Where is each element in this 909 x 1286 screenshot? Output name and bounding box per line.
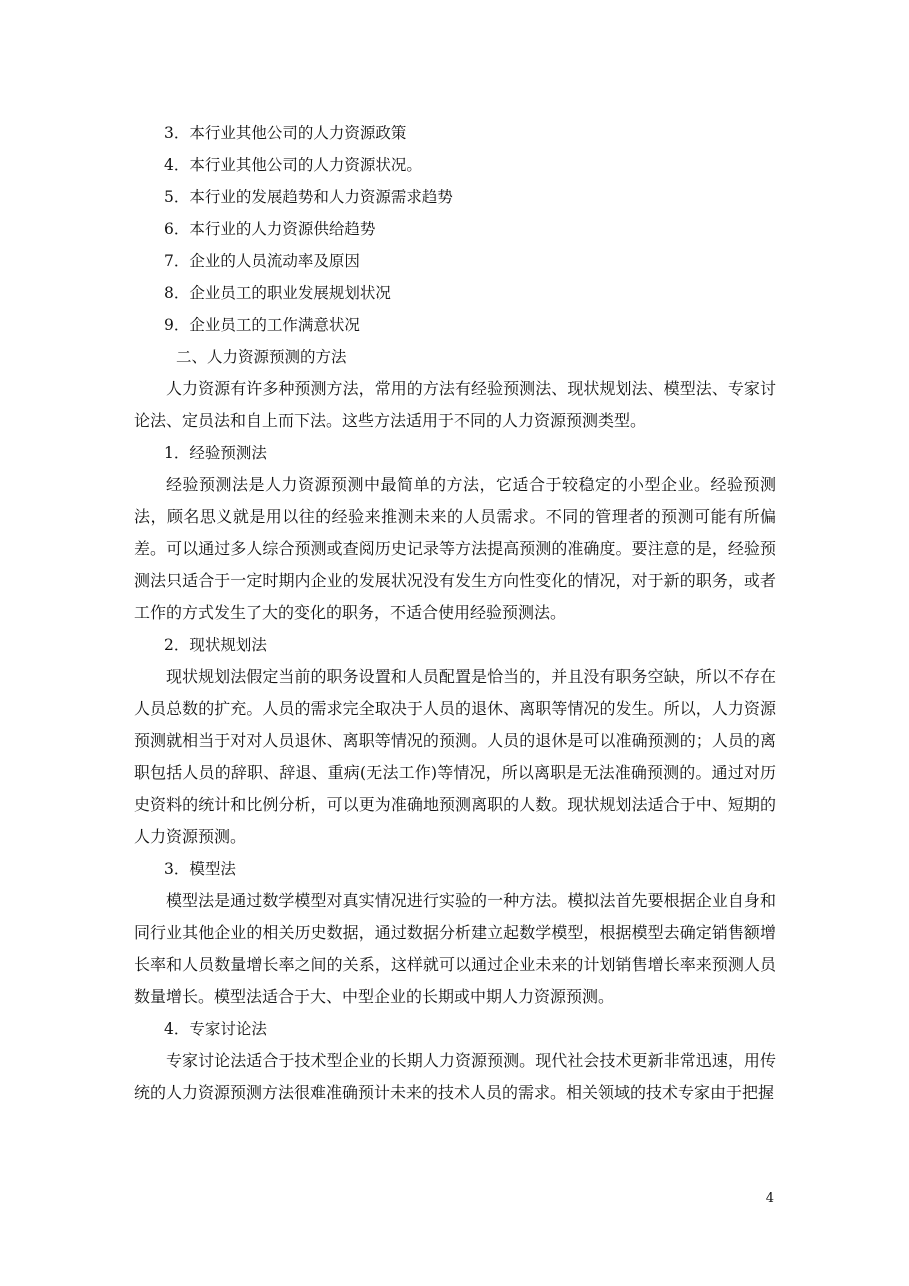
method-heading-experience: 1．经验预测法 <box>164 444 267 462</box>
method-paragraph-expert: 专家讨论法适合于技术型企业的长期人力资源预测。现代社会技术更新非常迅速，用传统的人力资源预测方法很难准确预计未来的技术人员的需求。相关领域的技术专家由于把握 <box>134 1051 776 1102</box>
method-paragraph-model: 模型法是通过数学模型对真实情况进行实验的一种方法。模拟法首先要根据企业自身和同行业其他企业的相关历史数据，通过数据分析建立起数学模型，根据模型去确定销售额增长率和人员数量增长率之间的关系，这样就可以通过企业未来的计划销售增长率来预测人员数量增长。模型法适合于大、中型企业的长期或中期人力资源预测。 <box>134 891 776 1006</box>
list-item: 6．本行业的人力资源供给趋势 <box>164 220 376 238</box>
method-heading-status-quo: 2．现状规划法 <box>164 636 267 654</box>
list-item: 8．企业员工的职业发展规划状况 <box>164 284 391 302</box>
page-content <box>134 117 776 1109</box>
list-item: 7．企业的人员流动率及原因 <box>164 252 360 270</box>
method-heading-model: 3．模型法 <box>164 860 236 878</box>
intro-paragraph: 人力资源有许多种预测方法，常用的方法有经验预测法、现状规划法、模型法、专家讨论法、定员法和自上而下法。这些方法适用于不同的人力资源预测类型。 <box>134 379 776 430</box>
section-heading: 二、人力资源预测的方法 <box>176 348 347 366</box>
list-item: 9．企业员工的工作满意状况 <box>164 316 360 334</box>
method-heading-expert: 4．专家讨论法 <box>164 1020 267 1038</box>
method-paragraph-experience: 经验预测法是人力资源预测中最简单的方法，它适合于较稳定的小型企业。经验预测法，顾名思义就是用以往的经验来推测未来的人员需求。不同的管理者的预测可能有所偏差。可以通过多人综合预测或查阅历史记录等方法提高预测的准确度。要注意的是，经验预测法只适合于一定时期内企业的发展状况没有发生方向性变化的情况，对于新的职务，或者工作的方式发生了大的变化的职务，不适合使用经验预测法。 <box>134 475 776 622</box>
method-paragraph-status-quo: 现状规划法假定当前的职务设置和人员配置是恰当的，并且没有职务空缺，所以不存在人员总数的扩充。人员的需求完全取决于人员的退休、离职等情况的发生。所以，人力资源预测就相当于对对人员退休、离职等情况的预测。人员的退休是可以准确预测的；人员的离职包括人员的辞职、辞退、重病(无法工作)等情况，所以离职是无法准确预测的。通过对历史资料的统计和比例分析，可以更为准确地预测离职的人数。现状规划法适合于中、短期的人力资源预测。 <box>134 667 776 846</box>
list-item: 5．本行业的发展趋势和人力资源需求趋势 <box>164 188 453 206</box>
list-item: 3．本行业其他公司的人力资源政策 <box>164 124 407 142</box>
page-number: 4 <box>765 1191 774 1206</box>
list-item: 4．本行业其他公司的人力资源状况。 <box>164 156 422 174</box>
